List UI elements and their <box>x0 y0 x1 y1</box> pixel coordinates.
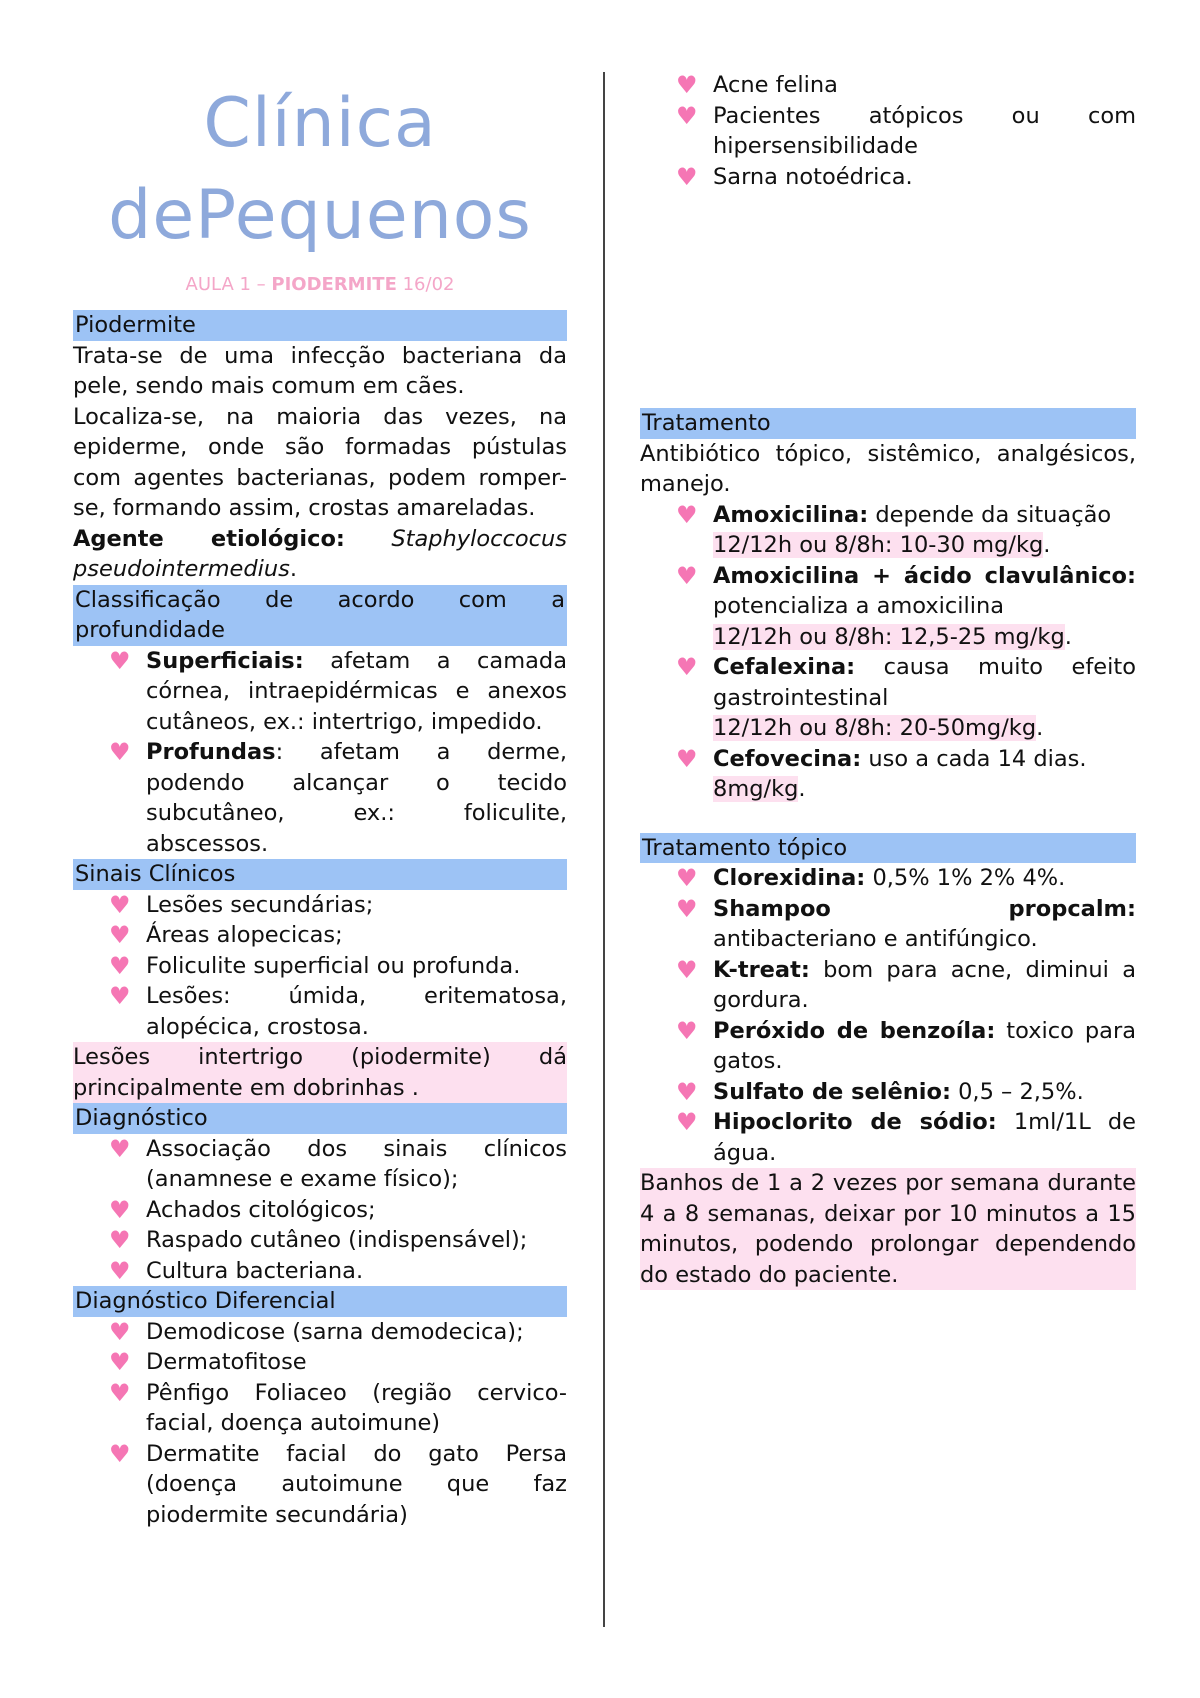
drug-dose: 12/12h ou 8/8h: 12,5-25 mg/kg <box>713 623 1065 650</box>
left-column <box>73 70 567 1530</box>
item-text: Associação dos sinais clínicos (anamnese e exame físico); <box>146 1135 567 1192</box>
list-item <box>73 1347 567 1378</box>
product-description: 1ml/1L de água. <box>713 1109 1136 1166</box>
list-item <box>640 101 1136 162</box>
topico-note: Banhos de 1 a 2 vezes por semana durante 4 a 8 semanas, deixar por 10 minutos a 15 minutos, podendo prolongar dependendo do estado do paciente. <box>640 1168 1136 1290</box>
drug-end: . <box>1043 532 1051 558</box>
document-title <box>73 78 567 262</box>
list-item <box>73 646 567 738</box>
drug-description: potencializa a amoxicilina <box>713 593 1005 619</box>
product-name: Hipoclorito de sódio: <box>713 1109 997 1135</box>
item-text: Sarna notoédrica. <box>713 163 913 190</box>
drug-description: causa muito efeito gastrointestinal <box>713 654 1136 711</box>
drug-end: . <box>798 776 806 802</box>
section-header-classificacao: Classificação de acordo com a profundidade <box>73 585 567 646</box>
drug-end: . <box>1036 715 1044 741</box>
drug-description: depende da situação <box>868 501 1112 528</box>
list-item <box>640 1016 1136 1077</box>
heart-icon: ♥ <box>676 561 698 590</box>
item-text: Lesões secundárias; <box>146 891 374 918</box>
heart-icon: ♥ <box>676 894 698 923</box>
heart-icon: ♥ <box>676 955 698 984</box>
heart-icon: ♥ <box>109 1134 131 1163</box>
title-line-2: dePequenos <box>108 176 532 255</box>
drug-name: Cefalexina: <box>713 654 856 680</box>
sinais-note: Lesões intertrigo (piodermite) dá principalmente em dobrinhas . <box>73 1042 567 1103</box>
list-item <box>73 1378 567 1439</box>
document-subtitle <box>73 270 567 300</box>
heart-icon: ♥ <box>109 921 131 949</box>
list-item <box>73 1195 567 1226</box>
item-text: Foliculite superficial ou profunda. <box>146 952 521 979</box>
heart-icon: ♥ <box>109 1439 131 1468</box>
subtitle-prefix: AULA 1 – <box>185 274 272 295</box>
item-label: Superficiais: <box>146 647 304 674</box>
item-text: Cultura bacteriana. <box>146 1257 364 1284</box>
heart-icon: ♥ <box>109 1226 131 1254</box>
product-name: Peróxido de benzoíla: <box>713 1017 996 1044</box>
piodermite-paragraph-2: Localiza-se, na maioria das vezes, na epiderme, onde são formadas pústulas com agentes bacterianas, podem romper-se, formando assim, crostas amareladas. <box>73 403 567 521</box>
list-item <box>73 1256 567 1287</box>
classificacao-list <box>73 646 567 860</box>
heart-icon: ♥ <box>676 500 698 529</box>
heart-icon: ♥ <box>676 1077 698 1106</box>
item-text: Dermatite facial do gato Persa (doença autoimune que faz piodermite secundária) <box>146 1440 567 1528</box>
item-text: : afetam a derme, podendo alcançar o tecido subcutâneo, ex.: foliculite, abscessos. <box>146 739 567 857</box>
item-text: Demodicose (sarna demodecica); <box>146 1318 524 1345</box>
product-name: K-treat: <box>713 956 810 983</box>
list-item <box>73 737 567 859</box>
list-item <box>640 162 1136 193</box>
agent-end: . <box>289 556 298 582</box>
list-item <box>73 1317 567 1348</box>
item-text: Dermatofitose <box>146 1349 307 1375</box>
heart-icon: ♥ <box>676 1108 698 1136</box>
heart-icon: ♥ <box>676 162 698 191</box>
diferencial-list-continued <box>640 70 1136 192</box>
list-item <box>73 890 567 921</box>
heart-icon: ♥ <box>676 1016 698 1045</box>
product-name: Sulfato de selênio: <box>713 1078 951 1105</box>
drug-dose: 12/12h ou 8/8h: 20-50mg/kg <box>713 715 1037 741</box>
piodermite-paragraph-1: Trata-se de uma infecção bacteriana da pele, sendo mais comum em cães. <box>73 342 567 399</box>
item-label: Profundas <box>146 739 276 765</box>
heart-icon: ♥ <box>109 982 131 1010</box>
tratamento-intro: Antibiótico tópico, sistêmico, analgésicos, manejo. <box>640 440 1136 497</box>
heart-icon: ♥ <box>676 744 698 773</box>
drug-end: . <box>1064 623 1072 650</box>
section-header-topico: Tratamento tópico <box>640 833 1136 864</box>
list-item <box>640 561 1136 653</box>
spacer <box>640 192 1136 408</box>
drug-name: Amoxicilina + ácido clavulânico: <box>713 562 1136 589</box>
item-text: Lesões: úmida, eritematosa, alopécica, crostosa. <box>146 983 567 1040</box>
list-item <box>73 1439 567 1531</box>
product-description: 0,5 – 2,5%. <box>950 1078 1084 1105</box>
list-item <box>73 981 567 1042</box>
right-column <box>640 70 1136 1290</box>
list-item <box>73 1134 567 1195</box>
heart-icon: ♥ <box>109 1378 131 1407</box>
heart-icon: ♥ <box>676 864 698 892</box>
drug-name: Amoxicilina: <box>713 501 869 528</box>
heart-icon: ♥ <box>109 1348 131 1376</box>
heart-icon: ♥ <box>109 951 131 980</box>
list-item <box>640 955 1136 1016</box>
diferencial-list <box>73 1317 567 1531</box>
item-text: Pacientes atópicos ou com hipersensibilidade <box>713 102 1136 159</box>
product-name: Clorexidina: <box>713 865 866 891</box>
list-item <box>640 863 1136 894</box>
section-header-tratamento: Tratamento <box>640 408 1136 439</box>
list-item <box>640 500 1136 561</box>
heart-icon: ♥ <box>676 653 698 681</box>
drug-dose: 12/12h ou 8/8h: 10-30 mg/kg <box>713 532 1044 558</box>
product-description: bom para acne, diminui a gordura. <box>713 956 1136 1013</box>
item-text: Raspado cutâneo (indispensável); <box>146 1227 528 1253</box>
item-text: Pênfigo Foliaceo (região cervico-facial, doença autoimune) <box>146 1379 567 1436</box>
product-description: 0,5% 1% 2% 4%. <box>865 865 1066 891</box>
section-header-diagnostico: Diagnóstico <box>73 1103 567 1134</box>
heart-icon: ♥ <box>109 1195 131 1224</box>
list-item <box>73 951 567 982</box>
spacer <box>640 805 1136 833</box>
list-item <box>640 1107 1136 1168</box>
topico-list <box>640 863 1136 1168</box>
heart-icon: ♥ <box>109 646 131 675</box>
item-text: Acne felina <box>713 72 838 98</box>
list-item <box>73 920 567 951</box>
list-item <box>640 894 1136 955</box>
heart-icon: ♥ <box>109 1317 131 1346</box>
product-description: antibacteriano e antifúngico. <box>713 926 1038 952</box>
sinais-list <box>73 890 567 1043</box>
agent-paragraph <box>73 524 567 585</box>
list-item <box>73 1225 567 1256</box>
column-divider <box>603 72 605 1627</box>
section-header-sinais: Sinais Clínicos <box>73 859 567 890</box>
list-item <box>640 652 1136 744</box>
list-item <box>640 1077 1136 1108</box>
drug-dose: 8mg/kg <box>713 776 799 802</box>
product-description: toxico para gatos. <box>713 1017 1136 1074</box>
diagnostico-list <box>73 1134 567 1287</box>
subtitle-date: 16/02 <box>396 274 455 295</box>
heart-icon: ♥ <box>109 1256 131 1285</box>
item-text: afetam a camada córnea, intraepidérmicas e anexos cutâneos, ex.: intertrigo, impedido. <box>146 647 567 735</box>
title-line-1: Clínica <box>203 84 437 163</box>
agent-label: Agente etiológico: <box>73 525 345 552</box>
item-text: Achados citológicos; <box>146 1196 376 1223</box>
heart-icon: ♥ <box>676 101 698 130</box>
tratamento-list <box>640 500 1136 805</box>
heart-icon: ♥ <box>109 738 131 766</box>
list-item <box>640 744 1136 805</box>
drug-description: uso a cada 14 dias. <box>861 745 1087 772</box>
list-item <box>640 70 1136 101</box>
heart-icon: ♥ <box>676 71 698 99</box>
agent-value: Staphyloccocus pseudointermedius <box>73 525 567 582</box>
heart-icon: ♥ <box>109 890 131 919</box>
section-header-piodermite: Piodermite <box>73 310 567 341</box>
item-text: Áreas alopecicas; <box>146 922 343 948</box>
section-header-diferencial: Diagnóstico Diferencial <box>73 1286 567 1317</box>
subtitle-topic: PIODERMITE <box>271 274 397 295</box>
drug-name: Cefovecina: <box>713 745 862 772</box>
product-name: Shampoo propcalm: <box>713 895 1136 922</box>
